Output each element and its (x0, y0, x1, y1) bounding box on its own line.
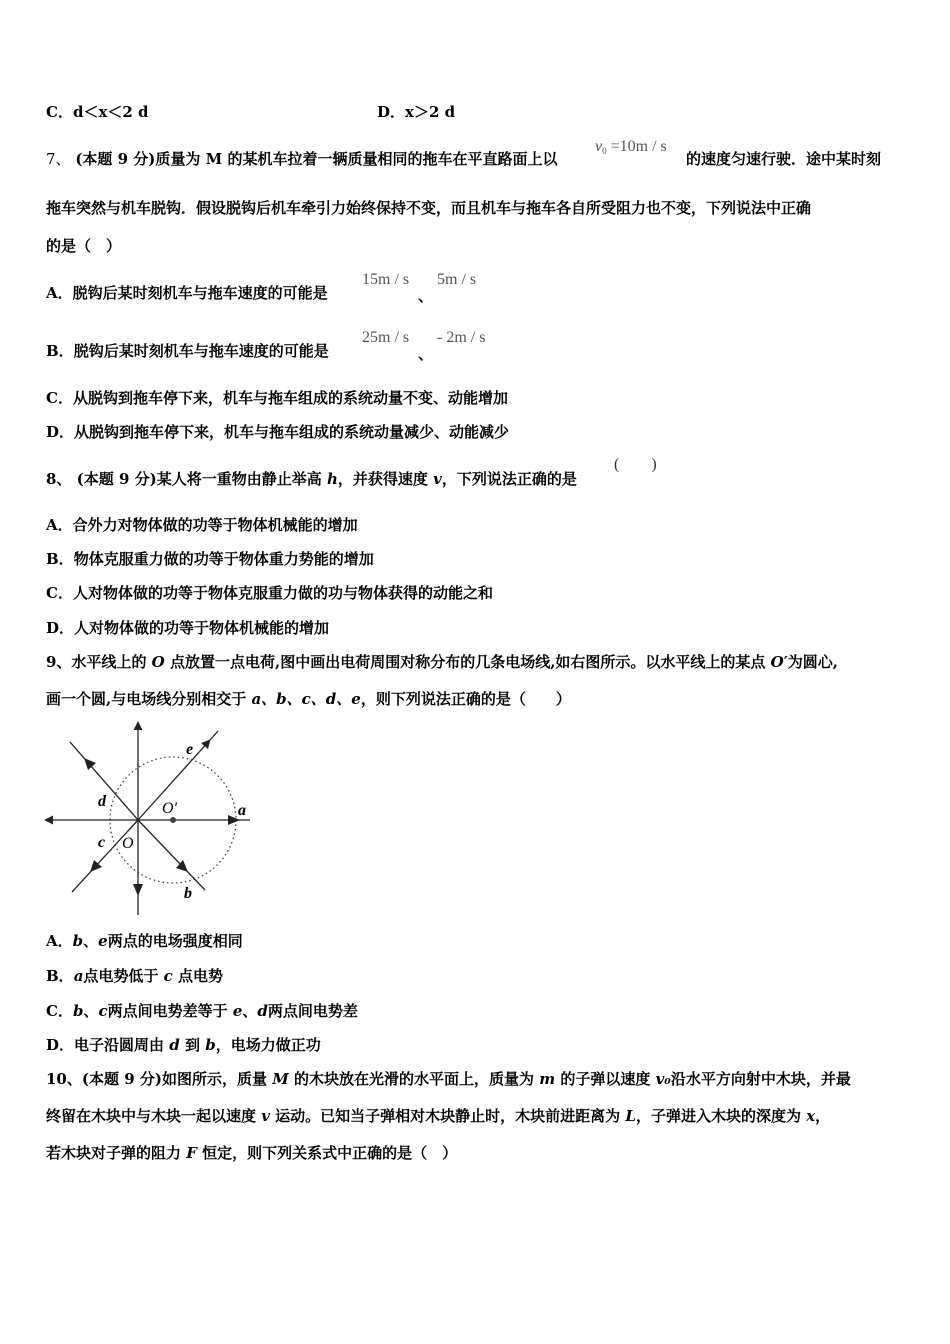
separator: 、 (242, 1002, 258, 1020)
q7-stem-line2: 拖车突然与机车脱钩．假设脱钩后机车牵引力始终保持不变，而且机车与拖车各自所受阻力也不变，下列说法中正确 (46, 199, 812, 217)
q7-stem-line1 (46, 149, 557, 169)
stem-text: ， (815, 1107, 831, 1125)
option-text: 脱钩后某时刻机车与拖车速度的可能是 (72, 284, 328, 302)
question-number: 10、 (46, 1070, 82, 1088)
option-label: B． (46, 550, 74, 568)
stem-text: 若木块对子弹的阻力 (46, 1144, 187, 1162)
q8-option-b (46, 549, 374, 569)
q9-stem-line1 (46, 652, 838, 672)
var-v: v (261, 1107, 270, 1125)
var-m: m (539, 1070, 556, 1088)
label-e: e (186, 741, 194, 758)
stem-text: 画一个圆,与电场线分别相交于 (46, 690, 252, 708)
q7-a-speed-2: 5m / s (437, 271, 477, 288)
q7-b-separator: 、 (418, 345, 434, 363)
var-h: h (326, 470, 338, 488)
field-line-b (138, 820, 205, 890)
v0-subscript: 0 (602, 146, 607, 156)
q7-option-b (46, 341, 329, 361)
q7-a-speed-1: 15m / s (362, 271, 410, 288)
q7-stem-line3: 的是（ ） (46, 237, 122, 255)
stem-text: 的木块放在光滑的水平面上，质量为 (288, 1070, 540, 1088)
field-line-c (72, 820, 138, 892)
v0-formula (595, 137, 667, 161)
option-text: 从脱钩到拖车停下来，机车与拖车组成的系统动量减少、动能减少 (74, 423, 510, 441)
stem-text: 质量为 M 的某机车拉着一辆质量相同的拖车在平直路面上以 (155, 150, 558, 168)
label-O-prime: O′ (162, 800, 178, 817)
field-line-diagram (40, 720, 260, 920)
q7-b-speed-1: 25m / s (362, 329, 410, 346)
q10-stem-line3 (46, 1143, 457, 1163)
option-text: d＜x＜2 d (72, 103, 149, 121)
var-L: L (625, 1107, 636, 1125)
option-text: 电子沿圆周由 (74, 1036, 170, 1054)
stem-text: 运动。已知当子弹相对木块静止时，木块前进距离为 (269, 1107, 626, 1125)
option-label: A． (46, 284, 73, 302)
q7-option-a (46, 283, 328, 303)
q7-option-c (46, 388, 508, 408)
q7-a-separator: 、 (418, 287, 434, 305)
point-O: O (151, 653, 165, 671)
point: b (205, 1036, 216, 1054)
q7-b-speed-2: - 2m / s (437, 329, 486, 346)
question-tag: (本题 9 分) (75, 150, 156, 168)
q7-stem-line1-end: 的速度匀速行驶．途中某时刻 (686, 150, 882, 168)
point: d (169, 1036, 180, 1054)
stem-text: ，子弹进入木块的深度为 (635, 1107, 807, 1125)
point-O-prime: O′ (770, 653, 788, 671)
stem-text: 如图所示，质量 (161, 1070, 273, 1088)
stem-text: 某人将一重物由静止举高 (156, 470, 327, 488)
stem-text: 9、水平线上的 (46, 653, 152, 671)
option-label: A． (46, 516, 73, 534)
label-c: c (98, 834, 106, 851)
q9-option-a (46, 931, 243, 951)
v0-symbol: v (595, 138, 603, 155)
stem-text: ，并获得速度 (337, 470, 434, 488)
option-text: 到 (179, 1036, 206, 1054)
option-text: 点电势低于 (83, 967, 164, 985)
option-text: 从脱钩到拖车停下来，机车与拖车组成的系统动量不变、动能增加 (72, 389, 508, 407)
point: c (163, 967, 173, 985)
point: c (98, 1002, 108, 1020)
point: b (72, 932, 84, 950)
question-tag: (本题 9 分) (81, 1070, 162, 1088)
var-x: x (806, 1107, 816, 1125)
option-text: 脱钩后某时刻机车与拖车速度的可能是 (73, 342, 329, 360)
option-text: x＞2 d (405, 103, 456, 121)
question-number: 7、 (46, 150, 71, 168)
stem-text: 为圆心, (787, 653, 838, 671)
option-label: A． (46, 932, 73, 950)
q9-option-c (46, 1001, 358, 1021)
option-label: C． (46, 389, 73, 407)
option-text: 两点的电场强度相同 (107, 932, 243, 950)
question-tag: (本题 9 分) (76, 470, 157, 488)
var-F: F (186, 1144, 197, 1162)
label-a: a (238, 802, 246, 819)
option-text: 两点间电势差等于 (107, 1002, 233, 1020)
point: e (98, 932, 108, 950)
point: e (232, 1002, 243, 1020)
label-O: O (122, 835, 134, 852)
q9-option-b (46, 966, 223, 986)
q9-stem-line2 (46, 689, 571, 709)
option-text: 人对物体做的功等于物体克服重力做的功与物体获得的动能之和 (72, 584, 493, 602)
q8-option-c (46, 583, 493, 603)
option-text: 物体克服重力做的功等于物体重力势能的增加 (73, 550, 374, 568)
intersection-points: a、b、c、d、e (251, 690, 361, 708)
option-text: ，电场力做正功 (215, 1036, 321, 1054)
q6-option-c (46, 102, 149, 122)
q8-stem (46, 469, 577, 489)
q8-option-a (46, 515, 358, 535)
stem-text: 恒定，则下列关系式中正确的是（ ） (196, 1144, 458, 1162)
var-v: v (433, 470, 442, 488)
stem-text: ，下列说法正确的是 (441, 470, 577, 488)
v0-value: =10m / s (610, 138, 667, 155)
option-label: C． (46, 584, 73, 602)
option-label: D． (46, 1036, 75, 1054)
stem-text: 终留在木块中与木块一起以速度 (46, 1107, 262, 1125)
separator: 、 (83, 1002, 99, 1020)
q7-option-d (46, 422, 509, 442)
stem-text: 的子弹以速度 (555, 1070, 656, 1088)
option-label: D． (46, 423, 75, 441)
point: a (73, 967, 84, 985)
var-M: M (272, 1070, 289, 1088)
question-number: 8、 (46, 470, 72, 488)
option-label: C． (46, 1002, 73, 1020)
stem-text: ，则下列说法正确的是（ ） (360, 690, 571, 708)
option-label: D． (46, 619, 75, 637)
q8-answer-paren: ( ) (614, 456, 657, 473)
q6-option-d (377, 102, 455, 122)
option-text: 人对物体做的功等于物体机械能的增加 (74, 619, 330, 637)
label-d: d (98, 793, 106, 810)
option-text: 合外力对物体做的功等于物体机械能的增加 (72, 516, 358, 534)
option-label: C． (46, 103, 73, 121)
arrow-d-icon (84, 758, 96, 770)
q10-stem-line2 (46, 1106, 830, 1126)
q9-option-d (46, 1035, 321, 1055)
q10-stem-line1 (46, 1069, 851, 1089)
stem-text: 沿水平方向射中木块，并最 (670, 1070, 851, 1088)
var-v0: v₀ (655, 1070, 671, 1088)
option-text: 两点间电势差 (267, 1002, 358, 1020)
option-label: D． (377, 103, 406, 121)
q8-option-d (46, 618, 329, 638)
point: b (72, 1002, 84, 1020)
arrow-down-icon (133, 884, 143, 896)
separator: 、 (83, 932, 99, 950)
point: d (257, 1002, 268, 1020)
center-dot (170, 817, 176, 823)
label-b: b (184, 885, 192, 902)
option-label: B． (46, 967, 74, 985)
option-label: B． (46, 342, 74, 360)
option-text: 点电势 (172, 967, 224, 985)
stem-text: 点放置一点电荷,图中画出电荷周围对称分布的几条电场线,如右图所示。以水平线上的某点 (164, 653, 771, 671)
